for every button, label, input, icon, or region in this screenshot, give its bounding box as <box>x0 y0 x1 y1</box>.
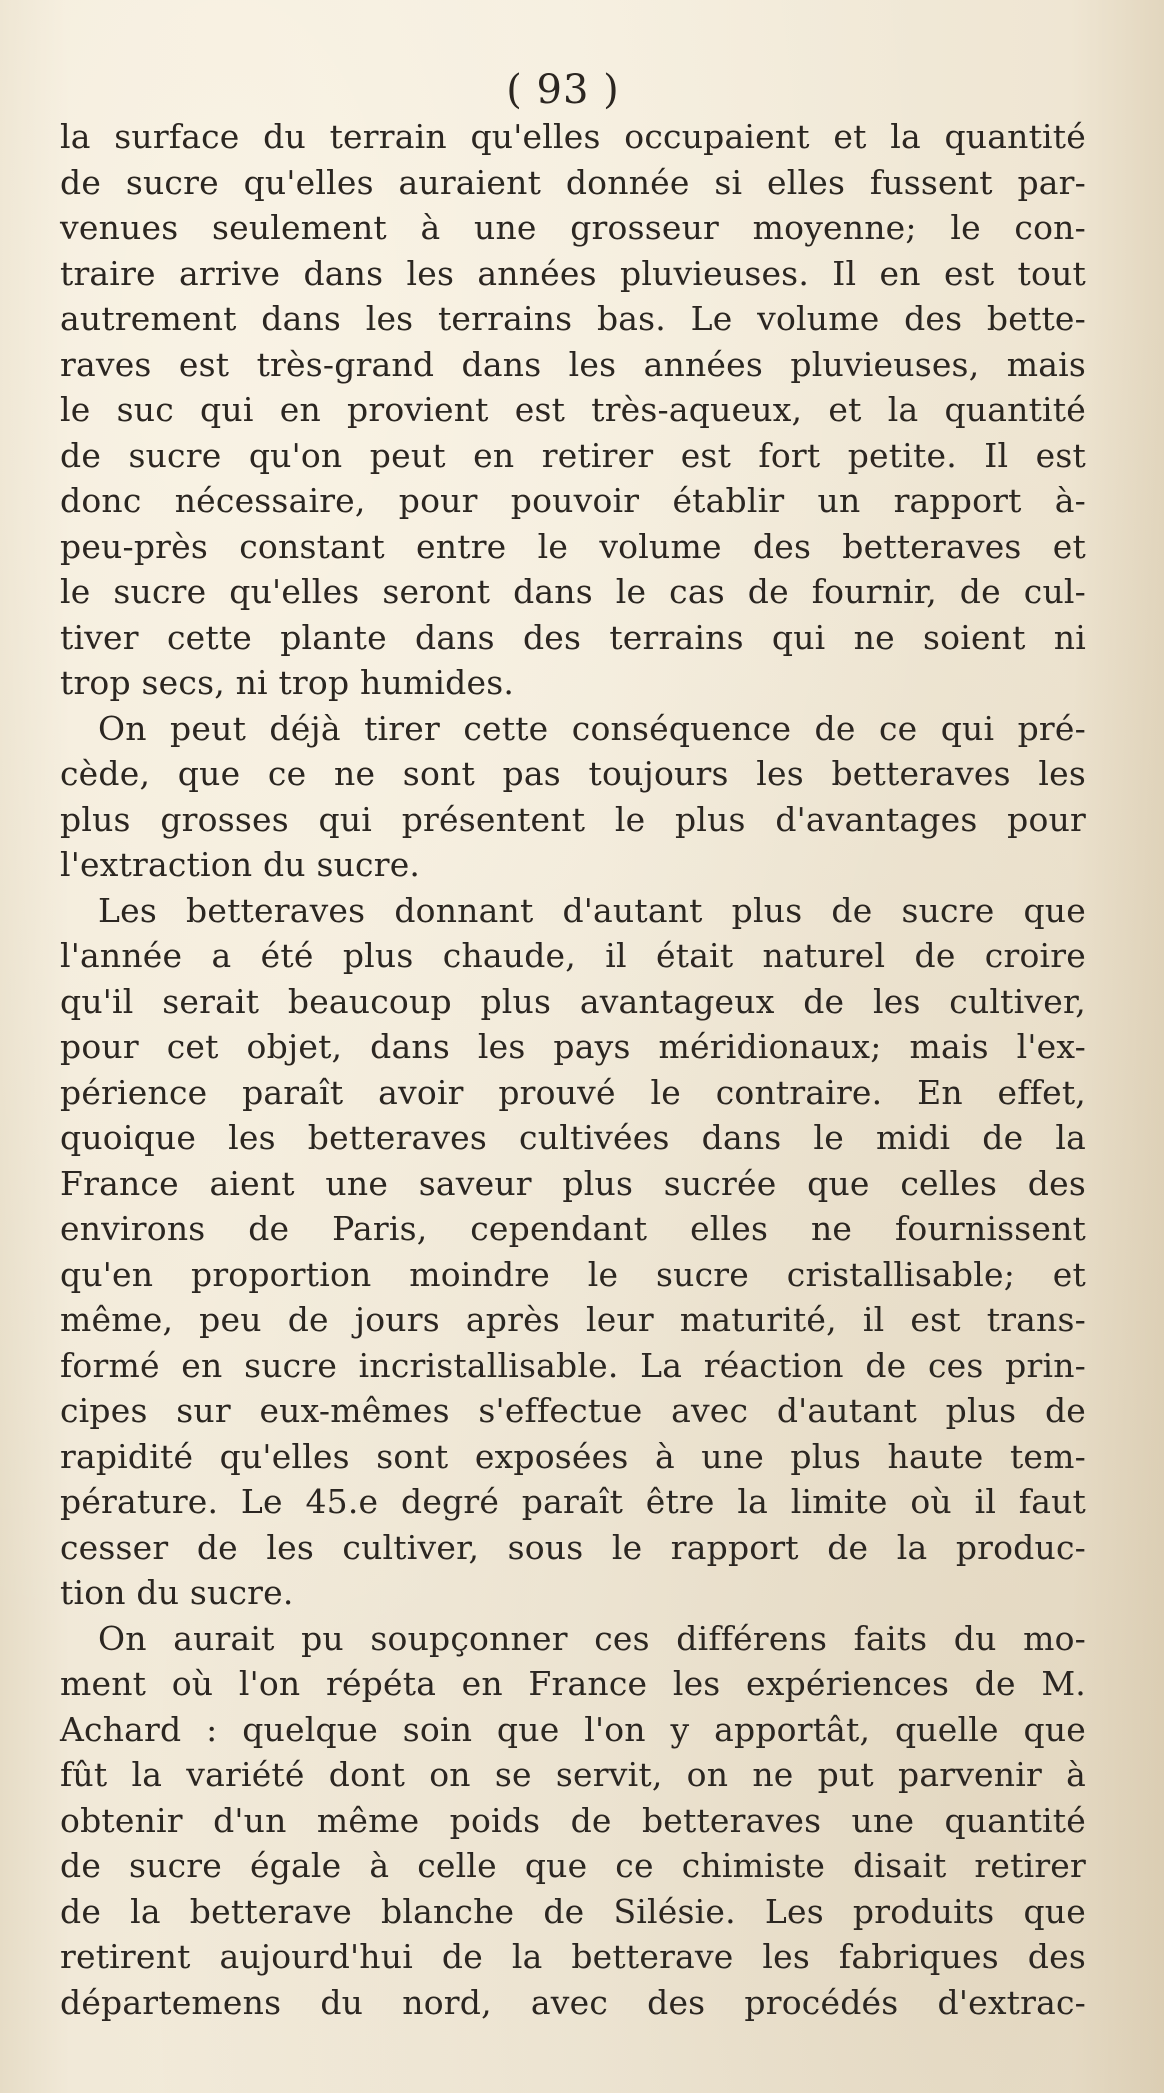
text-line: environs de Paris, cependant elles ne fournissent <box>60 1209 1086 1248</box>
text-line: cesser de les cultiver, sous le rapport de la produc- <box>60 1527 1086 1567</box>
text-line: cède, que ce ne sont pas toujours les betteraves les <box>60 754 1086 793</box>
text-line: le suc qui en provient est très-aqueux, et la quantité <box>60 390 1086 429</box>
text-line: rapidité qu'elles sont exposées à une plus haute tem- <box>60 1436 1086 1476</box>
text-line: France aient une saveur plus sucrée que celles des <box>60 1163 1086 1203</box>
text-line: plus grosses qui présentent le plus d'avantages pour <box>60 799 1086 839</box>
text-line: fût la variété dont on se servit, on ne put parvenir à <box>60 1755 1086 1794</box>
text-line: On peut déjà tirer cette conséquence de ce qui pré- <box>98 708 1086 748</box>
text-line: raves est très-grand dans les années pluvieuses, mais <box>60 344 1086 384</box>
page-number: ( 93 ) <box>506 67 620 113</box>
text-line: retirent aujourd'hui de la betterave les fabriques des <box>60 1937 1086 1976</box>
text-line: l'extraction du sucre. <box>60 845 421 884</box>
text-line: départemens du nord, avec des procédés d'extrac- <box>60 1982 1086 2022</box>
text-line: l'année a été plus chaude, il était naturel de croire <box>60 936 1086 975</box>
text-line: peu-près constant entre le volume des betteraves et <box>60 526 1086 566</box>
text-line: le sucre qu'elles seront dans le cas de fournir, de cul- <box>60 572 1086 611</box>
text-line: formé en sucre incristallisable. La réaction de ces prin- <box>60 1345 1086 1385</box>
text-line: de la betterave blanche de Silésie. Les produits que <box>60 1891 1086 1931</box>
text-line: traire arrive dans les années pluvieuses. Il en est tout <box>60 253 1086 293</box>
text-line: même, peu de jours après leur maturité, il est trans- <box>60 1300 1086 1339</box>
text-line: quoique les betteraves cultivées dans le midi de la <box>60 1118 1086 1157</box>
text-line: On aurait pu soupçonner ces différens faits du mo- <box>98 1618 1086 1658</box>
text-line: cipes sur eux-mêmes s'effectue avec d'autant plus de <box>60 1391 1086 1430</box>
text-line: autrement dans les terrains bas. Le volume des bette- <box>60 299 1086 338</box>
text-line: périence paraît avoir prouvé le contraire. En effet, <box>60 1072 1086 1112</box>
text-line: de sucre égale à celle que ce chimiste disait retirer <box>60 1846 1086 1885</box>
body-text <box>60 114 1086 2025</box>
text-line: tion du sucre. <box>60 1573 294 1612</box>
text-line: la surface du terrain qu'elles occupaient et la quantité <box>60 117 1086 156</box>
text-line: pérature. Le 45.e degré paraît être la limite où il faut <box>60 1482 1086 1521</box>
text-line: Achard : quelque soin que l'on y apportât, quelle que <box>60 1709 1086 1749</box>
text-line: trop secs, ni trop humides. <box>60 663 515 702</box>
text-line: qu'il serait beaucoup plus avantageux de les cultiver, <box>60 981 1086 1021</box>
text-line: qu'en proportion moindre le sucre cristallisable; et <box>60 1254 1086 1294</box>
text-line: venues seulement à une grosseur moyenne; le con- <box>60 208 1086 247</box>
text-line: de sucre qu'elles auraient donnée si elles fussent par- <box>60 162 1086 202</box>
text-line: pour cet objet, dans les pays méridionaux; mais l'ex- <box>60 1027 1086 1066</box>
text-line: donc nécessaire, pour pouvoir établir un rapport à- <box>60 481 1086 520</box>
text-line: ment où l'on répéta en France les expériences de M. <box>60 1664 1086 1703</box>
text-line: Les betteraves donnant d'autant plus de sucre que <box>98 890 1086 930</box>
text-line: tiver cette plante dans des terrains qui ne soient ni <box>60 617 1086 657</box>
text-line: obtenir d'un même poids de betteraves une quantité <box>60 1800 1086 1840</box>
text-line: de sucre qu'on peut en retirer est fort petite. Il est <box>60 435 1086 475</box>
